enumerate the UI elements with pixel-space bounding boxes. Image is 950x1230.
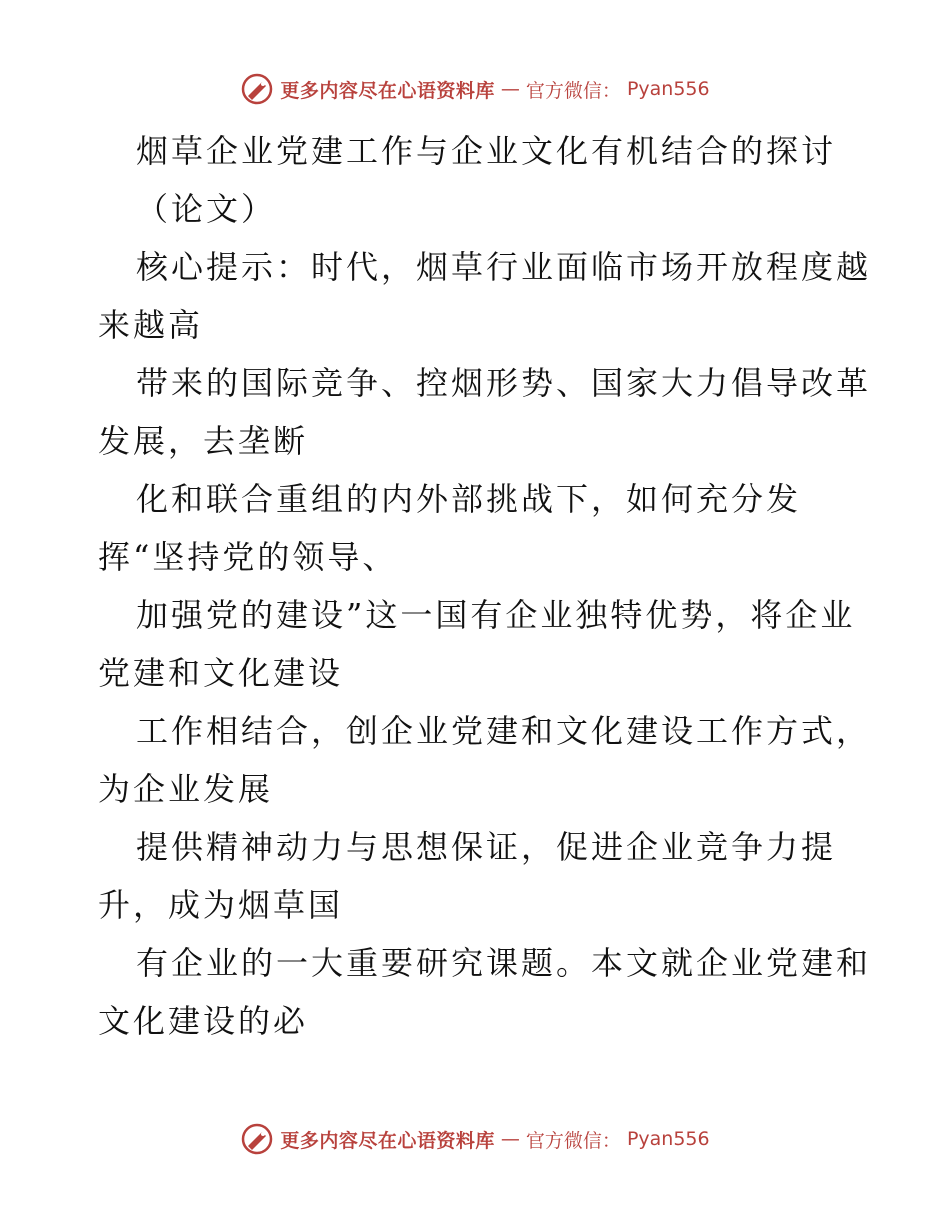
pen-nib-logo-icon xyxy=(240,72,274,106)
paragraph-line: 化和联合重组的内外部挑战下，如何充分发 xyxy=(136,480,802,518)
banner-wechat-label: 官方微信： xyxy=(525,1129,621,1152)
paragraph-line: 发展，去垄断 xyxy=(98,422,309,460)
paragraph-line: 党建和文化建设 xyxy=(98,654,344,692)
banner-link[interactable]: 更多内容尽在心语资料库 xyxy=(280,79,495,102)
title-line-2: （论文） xyxy=(136,190,277,228)
banner-wechat-id: Pyan556 xyxy=(626,78,710,100)
paragraph-line: 为企业发展 xyxy=(98,770,274,808)
paragraph-line: 文化建设的必 xyxy=(98,1002,309,1040)
paragraph-line: 带来的国际竞争、控烟形势、国家大力倡导改革 xyxy=(136,364,872,402)
footer-banner xyxy=(0,1122,950,1156)
pen-nib-logo-icon xyxy=(240,1122,274,1156)
paragraph-line: 挥“坚持党的领导、 xyxy=(98,538,398,576)
paragraph-line: 工作相结合，创企业党建和文化建设工作方式， xyxy=(136,712,872,750)
banner-separator: — xyxy=(500,1128,520,1150)
banner-wechat-label: 官方微信： xyxy=(525,79,621,102)
paragraph-line: 加强党的建设”这一国有企业独特优势，将企业 xyxy=(136,596,856,634)
header-banner xyxy=(0,72,950,106)
paragraph-line: 来越高 xyxy=(98,306,204,344)
paragraph-line: 升，成为烟草国 xyxy=(98,886,344,924)
paragraph-line: 核心提示：时代，烟草行业面临市场开放程度越 xyxy=(136,248,872,286)
paragraph-line: 有企业的一大重要研究课题。本文就企业党建和 xyxy=(136,944,872,982)
paragraph-line: 提供精神动力与思想保证，促进企业竞争力提 xyxy=(136,828,837,866)
banner-link[interactable]: 更多内容尽在心语资料库 xyxy=(280,1129,495,1152)
banner-wechat-id: Pyan556 xyxy=(626,1128,710,1150)
document-body xyxy=(98,122,872,1050)
banner-separator: — xyxy=(500,78,520,100)
title-line-1: 烟草企业党建工作与企业文化有机结合的探讨 xyxy=(136,132,837,170)
